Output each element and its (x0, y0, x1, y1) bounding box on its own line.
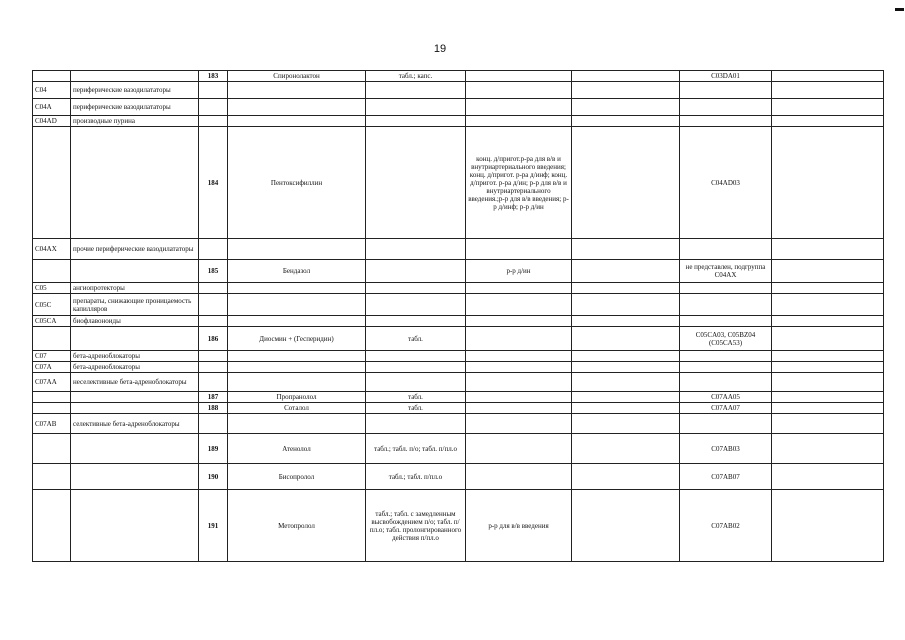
row-blank-cell (572, 351, 680, 362)
row-dosage-form-injection (466, 362, 572, 373)
row-blank-cell (572, 464, 680, 490)
row-code: C07AA (33, 373, 71, 392)
table-row (33, 260, 884, 283)
row-drug-name: Атенолол (228, 434, 366, 464)
row-number (199, 316, 228, 327)
row-code (33, 434, 71, 464)
row-drug-name: Бисопролол (228, 464, 366, 490)
row-dosage-form-injection (466, 351, 572, 362)
row-atc-code (680, 316, 772, 327)
row-blank-cell (772, 127, 884, 239)
row-group: производные пурина (71, 116, 199, 127)
row-drug-name (228, 414, 366, 434)
table-row (33, 362, 884, 373)
table-row (33, 294, 884, 316)
row-dosage-form (366, 99, 466, 116)
row-atc-code (680, 351, 772, 362)
row-blank-cell (772, 71, 884, 82)
row-number (199, 351, 228, 362)
row-group: периферические вазодилататоры (71, 99, 199, 116)
row-atc-code (680, 294, 772, 316)
page-number: 19 (433, 43, 447, 55)
row-blank-cell (772, 373, 884, 392)
row-blank-cell (572, 392, 680, 403)
row-code: C07A (33, 362, 71, 373)
table-row (33, 116, 884, 127)
row-number: 185 (199, 260, 228, 283)
row-atc-code (680, 239, 772, 260)
row-code (33, 71, 71, 82)
row-dosage-form: табл.; табл. с замедленным высвобождением п/о; табл. п/пл.о; табл. пролонгированного действия п/пл.о (366, 490, 466, 562)
row-blank-cell (772, 434, 884, 464)
row-dosage-form-injection (466, 99, 572, 116)
row-number: 188 (199, 403, 228, 414)
row-atc-code: не представлен, подгруппа C04AX (680, 260, 772, 283)
row-number (199, 362, 228, 373)
row-group (71, 490, 199, 562)
row-dosage-form: табл. (366, 392, 466, 403)
row-dosage-form: табл. (366, 403, 466, 414)
row-number: 184 (199, 127, 228, 239)
row-dosage-form-injection (466, 116, 572, 127)
row-blank-cell (572, 71, 680, 82)
row-blank-cell (772, 239, 884, 260)
row-dosage-form (366, 414, 466, 434)
table-row (33, 351, 884, 362)
row-number: 187 (199, 392, 228, 403)
row-dosage-form (366, 283, 466, 294)
row-number (199, 239, 228, 260)
row-code (33, 127, 71, 239)
row-atc-code (680, 362, 772, 373)
row-dosage-form-injection (466, 327, 572, 351)
row-atc-code (680, 373, 772, 392)
row-blank-cell (772, 351, 884, 362)
row-drug-name (228, 82, 366, 99)
row-blank-cell (772, 490, 884, 562)
row-code: C05 (33, 283, 71, 294)
table-row (33, 464, 884, 490)
row-drug-name: Диосмин + (Гесперидин) (228, 327, 366, 351)
row-blank-cell (772, 116, 884, 127)
row-blank-cell (572, 403, 680, 414)
row-group: селективные бета-адреноблокаторы (71, 414, 199, 434)
row-blank-cell (772, 464, 884, 490)
row-number: 189 (199, 434, 228, 464)
row-number (199, 116, 228, 127)
row-group: неселективные бета-адреноблокаторы (71, 373, 199, 392)
row-code: C04AD (33, 116, 71, 127)
corner-mark (895, 8, 904, 11)
table-row (33, 71, 884, 82)
row-group (71, 434, 199, 464)
row-dosage-form-injection (466, 283, 572, 294)
row-dosage-form-injection (466, 392, 572, 403)
row-group: бета-адреноблокаторы (71, 351, 199, 362)
row-blank-cell (772, 99, 884, 116)
row-dosage-form (366, 373, 466, 392)
row-dosage-form-injection (466, 82, 572, 99)
row-number (199, 294, 228, 316)
table-row (33, 490, 884, 562)
row-dosage-form: табл. (366, 327, 466, 351)
row-number (199, 82, 228, 99)
row-code (33, 260, 71, 283)
row-dosage-form-injection (466, 373, 572, 392)
row-blank-cell (572, 116, 680, 127)
row-dosage-form (366, 239, 466, 260)
row-blank-cell (572, 260, 680, 283)
row-drug-name (228, 116, 366, 127)
row-dosage-form (366, 82, 466, 99)
row-blank-cell (772, 414, 884, 434)
row-drug-name: Пентоксифиллин (228, 127, 366, 239)
row-blank-cell (572, 316, 680, 327)
row-atc-code (680, 116, 772, 127)
row-number: 186 (199, 327, 228, 351)
row-code: C04A (33, 99, 71, 116)
row-dosage-form: табл.; капс. (366, 71, 466, 82)
row-drug-name (228, 351, 366, 362)
row-group (71, 327, 199, 351)
table-row (33, 239, 884, 260)
row-dosage-form (366, 260, 466, 283)
row-dosage-form-injection (466, 294, 572, 316)
row-code: C05CA (33, 316, 71, 327)
row-drug-name (228, 239, 366, 260)
row-group: биофлавоноиды (71, 316, 199, 327)
row-dosage-form (366, 116, 466, 127)
row-blank-cell (772, 392, 884, 403)
row-group (71, 260, 199, 283)
row-code (33, 327, 71, 351)
row-group (71, 127, 199, 239)
row-dosage-form-injection (466, 403, 572, 414)
medication-table (32, 70, 884, 562)
row-dosage-form-injection (466, 414, 572, 434)
row-atc-code (680, 414, 772, 434)
row-code (33, 464, 71, 490)
row-dosage-form (366, 127, 466, 239)
row-group: прочие периферические вазодилататоры (71, 239, 199, 260)
row-number (199, 283, 228, 294)
row-blank-cell (572, 99, 680, 116)
row-blank-cell (572, 373, 680, 392)
table-row (33, 392, 884, 403)
row-blank-cell (772, 362, 884, 373)
table-row (33, 316, 884, 327)
row-group (71, 392, 199, 403)
table-row (33, 327, 884, 351)
row-group (71, 71, 199, 82)
row-code (33, 403, 71, 414)
row-dosage-form-injection (466, 434, 572, 464)
row-drug-name: Соталол (228, 403, 366, 414)
row-dosage-form (366, 294, 466, 316)
row-drug-name: Метопролол (228, 490, 366, 562)
row-group: бета-адреноблокаторы (71, 362, 199, 373)
row-dosage-form-injection: р-р д/ин (466, 260, 572, 283)
row-number (199, 373, 228, 392)
row-dosage-form: табл.; табл. п/пл.о (366, 464, 466, 490)
table-row (33, 99, 884, 116)
row-group: ангиопротекторы (71, 283, 199, 294)
row-blank-cell (572, 127, 680, 239)
row-dosage-form-injection: конц. д/пригот.р-ра для в/в и внутриартериального введения; конц. д/пригот. р-ра д/инф; конц. д/пригот. р-ра д/ин; р-р для в/в и внутриартериального введения.;р-р для в/в введения; р-р д/инф; р-р д/ин (466, 127, 572, 239)
row-dosage-form: табл.; табл. п/о; табл. п/пл.о (366, 434, 466, 464)
row-code: C05C (33, 294, 71, 316)
row-group (71, 464, 199, 490)
row-drug-name (228, 373, 366, 392)
row-atc-code: C07AA07 (680, 403, 772, 414)
row-blank-cell (772, 283, 884, 294)
row-atc-code: C05CA03, C05BZ04 (C05CA53) (680, 327, 772, 351)
row-drug-name: Бендазол (228, 260, 366, 283)
row-atc-code (680, 99, 772, 116)
row-blank-cell (772, 316, 884, 327)
row-blank-cell (572, 239, 680, 260)
row-group: препараты, снижающие проницаемость капилляров (71, 294, 199, 316)
table-row (33, 403, 884, 414)
row-blank-cell (572, 434, 680, 464)
row-atc-code: C03DA01 (680, 71, 772, 82)
table-row (33, 283, 884, 294)
row-blank-cell (572, 490, 680, 562)
row-blank-cell (772, 403, 884, 414)
row-drug-name (228, 283, 366, 294)
row-drug-name (228, 316, 366, 327)
row-code (33, 490, 71, 562)
row-dosage-form (366, 351, 466, 362)
row-blank-cell (572, 283, 680, 294)
row-dosage-form-injection (466, 239, 572, 260)
row-atc-code: C07AB02 (680, 490, 772, 562)
row-blank-cell (572, 414, 680, 434)
row-blank-cell (772, 82, 884, 99)
row-drug-name: Пропранолол (228, 392, 366, 403)
row-blank-cell (572, 362, 680, 373)
row-atc-code: C07AB03 (680, 434, 772, 464)
table-row (33, 127, 884, 239)
table-row (33, 414, 884, 434)
row-number: 183 (199, 71, 228, 82)
table-row (33, 434, 884, 464)
row-number: 190 (199, 464, 228, 490)
row-code: C07AB (33, 414, 71, 434)
row-blank-cell (772, 294, 884, 316)
row-drug-name: Спиронолактон (228, 71, 366, 82)
table-row (33, 82, 884, 99)
row-group (71, 403, 199, 414)
row-dosage-form (366, 316, 466, 327)
row-dosage-form-injection: р-р для в/в введения (466, 490, 572, 562)
row-blank-cell (772, 260, 884, 283)
row-dosage-form-injection (466, 316, 572, 327)
row-dosage-form-injection (466, 71, 572, 82)
row-number (199, 99, 228, 116)
row-blank-cell (772, 327, 884, 351)
row-code: C04AX (33, 239, 71, 260)
row-blank-cell (572, 82, 680, 99)
row-atc-code (680, 283, 772, 294)
row-blank-cell (572, 294, 680, 316)
row-drug-name (228, 294, 366, 316)
table-row (33, 373, 884, 392)
row-drug-name (228, 362, 366, 373)
row-number: 191 (199, 490, 228, 562)
row-code: C04 (33, 82, 71, 99)
row-atc-code (680, 82, 772, 99)
row-dosage-form (366, 362, 466, 373)
row-atc-code: C07AA05 (680, 392, 772, 403)
row-number (199, 414, 228, 434)
row-group: периферические вазодилататоры (71, 82, 199, 99)
row-drug-name (228, 99, 366, 116)
row-blank-cell (572, 327, 680, 351)
row-dosage-form-injection (466, 464, 572, 490)
row-atc-code: C07AB07 (680, 464, 772, 490)
row-atc-code: C04AD03 (680, 127, 772, 239)
row-code: C07 (33, 351, 71, 362)
row-code (33, 392, 71, 403)
